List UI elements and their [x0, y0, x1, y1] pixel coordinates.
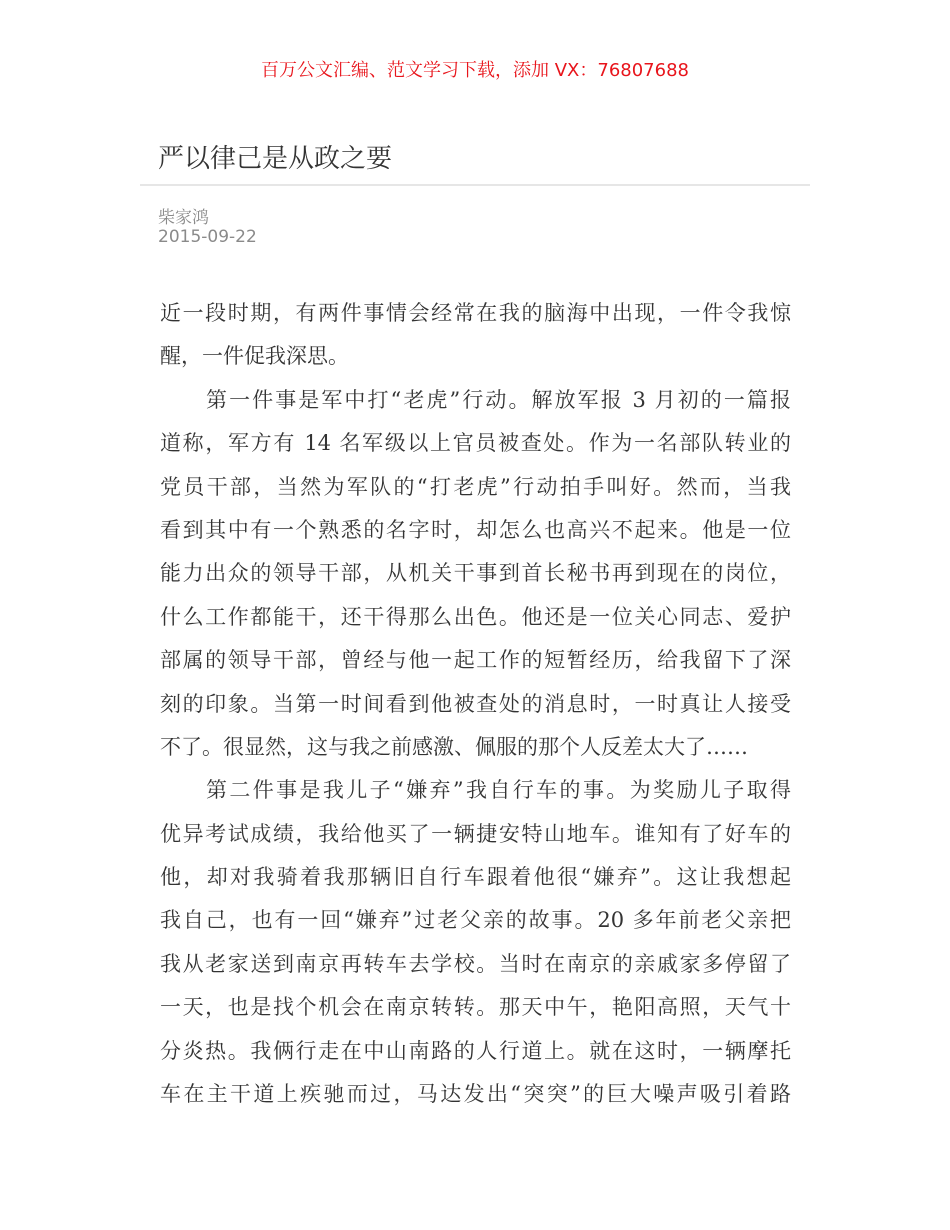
article-paragraph [160, 297, 791, 384]
article-author: 柴家鸿 [158, 208, 209, 228]
article-paragraph [160, 774, 791, 1121]
paragraph-line: 第一件事是军中打“老虎”行动。解放军报 3 月初的一篇报 [206, 387, 791, 412]
paragraph-line: 一天，也是找个机会在南京转转。那天中午，艳阳高照，天气十 [160, 995, 791, 1020]
paragraph-line: 优异考试成绩，我给他买了一辆捷安特山地车。谁知有了好车的 [160, 821, 791, 846]
paragraph-line: 醒，一件促我深思。 [160, 344, 349, 369]
paragraph-line: 看到其中有一个熟悉的名字时，却怎么也高兴不起来。他是一位 [160, 517, 791, 542]
paragraph-line: 道称，军方有 14 名军级以上官员被查处。作为一名部队转业的 [160, 431, 791, 456]
paragraph-line: 什么工作都能干，还干得那么出色。他还是一位关心同志、爱护 [160, 604, 791, 629]
paragraph-line: 不了。很显然，这与我之前感激、佩服的那个人反差太大了…… [160, 734, 748, 759]
paragraph-line: 近一段时期，有两件事情会经常在我的脑海中出现，一件令我惊 [160, 301, 791, 325]
article-body [160, 297, 791, 1121]
paragraph-line: 党员干部，当然为军队的“打老虎”行动拍手叫好。然而，当我 [160, 474, 791, 499]
paragraph-line: 我自己，也有一回“嫌弃”过老父亲的故事。20 多年前老父亲把 [160, 908, 791, 933]
paragraph-line: 部属的领导干部，曾经与他一起工作的短暂经历，给我留下了深 [160, 648, 791, 673]
paragraph-line: 他，却对我骑着我那辆旧自行车跟着他很“嫌弃”。这让我想起 [160, 865, 791, 890]
paragraph-line: 车在主干道上疾驰而过，马达发出“突突”的巨大噪声吸引着路 [160, 1082, 791, 1107]
paragraph-line: 分炎热。我俩行走在中山南路的人行道上。就在这时，一辆摩托 [160, 1038, 791, 1063]
paragraph-line: 刻的印象。当第一时间看到他被查处的消息时，一时真让人接受 [160, 691, 791, 716]
paragraph-line: 能力出众的领导干部，从机关干事到首长秘书再到现在的岗位， [160, 561, 791, 586]
paragraph-line: 我从老家送到南京再转车去学校。当时在南京的亲戚家多停留了 [160, 951, 791, 976]
article-paragraph [160, 384, 791, 775]
title-divider [140, 184, 810, 186]
download-banner: 百万公文汇编、范文学习下载，添加 VX：76807688 [261, 60, 689, 81]
paragraph-line: 第二件事是我儿子“嫌弃”我自行车的事。为奖励儿子取得 [206, 778, 791, 803]
article-date: 2015-09-22 [158, 227, 257, 247]
article-title: 严以律己是从政之要 [158, 144, 393, 174]
